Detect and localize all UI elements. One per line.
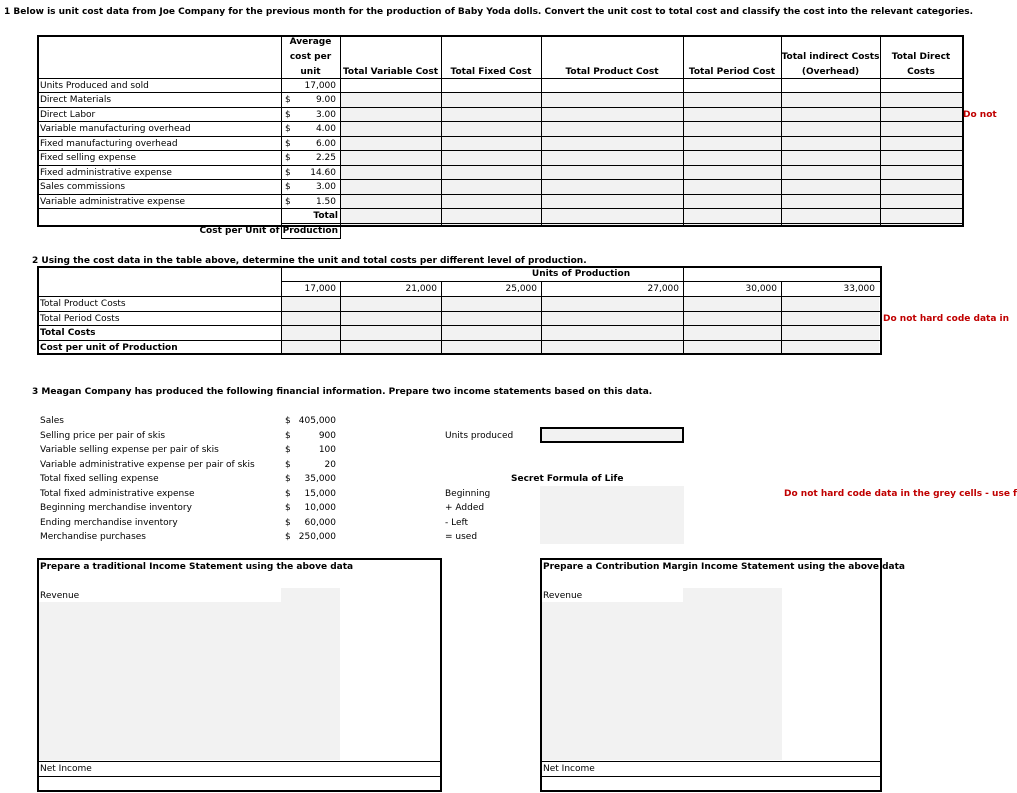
item-currency: $ (285, 460, 291, 470)
row-currency: $ (285, 197, 291, 207)
cost-per-unit-label: Cost per Unit of Production (199, 226, 338, 236)
col-direct-1: Total Direct (891, 52, 951, 62)
col-indirect-1: Total indirect Costs (781, 52, 880, 62)
item-currency: $ (285, 474, 291, 484)
units-produced-input[interactable] (540, 427, 684, 443)
traditional-revenue: Revenue (40, 591, 80, 601)
item-value: 15,000 (304, 489, 336, 499)
contribution-net-income: Net Income (543, 764, 595, 774)
row-label: Variable administrative expense (40, 197, 186, 207)
q2-title: 2 Using the cost data in the table above, determine the unit and total costs per different level of production. (32, 256, 587, 266)
level-17000: 17,000 (304, 284, 336, 294)
q2-note: Do not hard code data in (883, 314, 1010, 324)
item-currency: $ (285, 445, 291, 455)
col-total-period: Total Period Cost (688, 67, 776, 77)
level-21000: 21,000 (405, 284, 437, 294)
row-currency: $ (285, 110, 291, 120)
q1-note: Do not (963, 110, 997, 120)
traditional-title: Prepare a traditional Income Statement using the above data (40, 562, 354, 572)
formula-beginning: Beginning (445, 489, 491, 499)
row-currency: $ (285, 168, 291, 178)
item-value: 900 (318, 431, 336, 441)
q1-title: 1 Below is unit cost data from Joe Company for the previous month for the production of Baby Yoda dolls. Convert the unit cost to total cost and classify the cost into the relevant categories. (4, 7, 974, 17)
row-label: Direct Materials (40, 95, 112, 105)
row-label: Fixed administrative expense (40, 168, 172, 178)
item-label: Selling price per pair of skis (40, 431, 166, 441)
col-total-variable: Total Variable Cost (342, 67, 439, 77)
item-value: 10,000 (304, 503, 336, 513)
item-value: 100 (318, 445, 336, 455)
item-label: Variable selling expense per pair of skis (40, 445, 219, 455)
avg-header-3: unit (300, 67, 321, 77)
row-value: 17,000 (304, 81, 336, 91)
row-value: 1.50 (315, 197, 336, 207)
row-value: 9.00 (315, 95, 336, 105)
row-currency: $ (285, 95, 291, 105)
item-label: Total fixed administrative expense (40, 489, 195, 499)
units-of-production-header: Units of Production (531, 269, 631, 279)
level-30000: 30,000 (745, 284, 777, 294)
item-currency: $ (285, 416, 291, 426)
col-total-product: Total Product Cost (565, 67, 659, 77)
contribution-income-statement (540, 558, 882, 792)
q3-note: Do not hard code data in the grey cells - use f (784, 489, 1017, 499)
item-label: Sales (40, 416, 64, 426)
row-value: 3.00 (315, 182, 336, 192)
item-value: 250,000 (298, 532, 336, 542)
q2-row-cpu: Cost per unit of Production (40, 343, 178, 353)
contribution-revenue: Revenue (543, 591, 583, 601)
row-label: Sales commissions (40, 182, 126, 192)
item-label: Beginning merchandise inventory (40, 503, 192, 513)
formula-left: - Left (445, 518, 469, 528)
q2-row-total: Total Costs (40, 328, 96, 338)
row-currency: $ (285, 139, 291, 149)
item-currency: $ (285, 532, 291, 542)
total-label: Total (313, 211, 338, 221)
item-label: Variable administrative expense per pair of skis (40, 460, 255, 470)
item-value: 405,000 (298, 416, 336, 426)
q2-row-product: Total Product Costs (40, 299, 126, 309)
level-33000: 33,000 (843, 284, 875, 294)
item-value: 60,000 (304, 518, 336, 528)
row-label: Direct Labor (40, 110, 96, 120)
row-label: Fixed manufacturing overhead (40, 139, 178, 149)
item-label: Ending merchandise inventory (40, 518, 178, 528)
traditional-income-statement (37, 558, 442, 792)
row-value: 3.00 (315, 110, 336, 120)
formula-grey-cells[interactable] (540, 486, 684, 544)
avg-header-1: Average (289, 37, 332, 47)
traditional-net-income: Net Income (40, 764, 92, 774)
item-currency: $ (285, 518, 291, 528)
row-currency: $ (285, 153, 291, 163)
units-produced-label: Units produced (445, 431, 514, 441)
row-value: 6.00 (315, 139, 336, 149)
contribution-title: Prepare a Contribution Margin Income Statement using the above data (543, 562, 906, 572)
item-label: Merchandise purchases (40, 532, 146, 542)
item-label: Total fixed selling expense (40, 474, 159, 484)
level-25000: 25,000 (505, 284, 537, 294)
row-value: 4.00 (315, 124, 336, 134)
row-label: Fixed selling expense (40, 153, 137, 163)
row-currency: $ (285, 124, 291, 134)
level-27000: 27,000 (647, 284, 679, 294)
col-indirect-2: (Overhead) (801, 67, 860, 77)
item-value: 35,000 (304, 474, 336, 484)
item-value: 20 (324, 460, 336, 470)
q2-row-period: Total Period Costs (40, 314, 120, 324)
secret-formula-label: Secret Formula of Life (511, 474, 624, 484)
col-direct-2: Costs (907, 67, 935, 77)
avg-header-2: cost per (289, 52, 332, 62)
row-currency: $ (285, 182, 291, 192)
row-value: 2.25 (315, 153, 336, 163)
q3-title: 3 Meagan Company has produced the following financial information. Prepare two income statements based on this data. (32, 387, 653, 397)
item-currency: $ (285, 489, 291, 499)
item-currency: $ (285, 503, 291, 513)
formula-added: + Added (445, 503, 485, 513)
item-currency: $ (285, 431, 291, 441)
row-label: Units Produced and sold (40, 81, 149, 91)
row-label: Variable manufacturing overhead (40, 124, 191, 134)
row-value: 14.60 (310, 168, 336, 178)
col-total-fixed: Total Fixed Cost (450, 67, 532, 77)
formula-used: = used (445, 532, 478, 542)
